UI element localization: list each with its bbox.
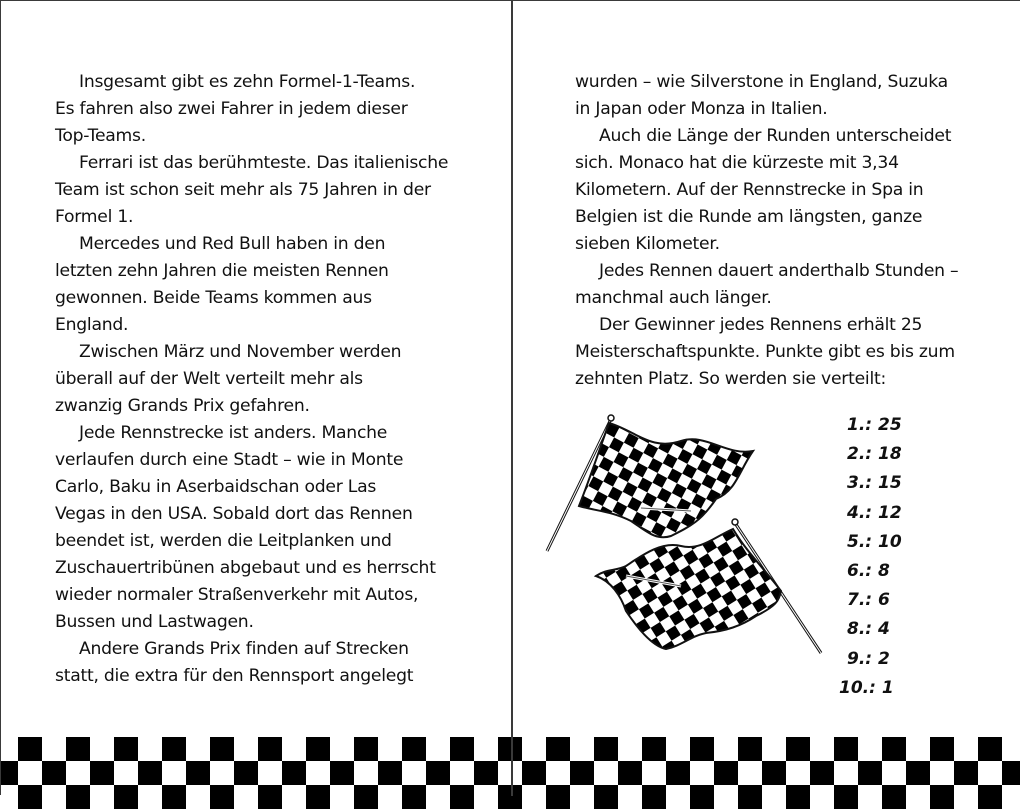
text-line: Jedes Rennen dauert anderthalb Stunden –	[599, 261, 959, 281]
text-line: gewonnen. Beide Teams kommen aus	[55, 288, 372, 308]
text-line: zehnten Platz. So werden sie verteilt:	[575, 369, 887, 389]
text-line: Es fahren also zwei Fahrer in jedem dieser	[55, 99, 408, 119]
points-row: 8.: 4	[847, 619, 890, 640]
points-table	[839, 411, 927, 703]
right-page-text	[575, 69, 995, 393]
text-line: Auch die Länge der Runden unterscheidet	[599, 126, 952, 146]
text-line: zwanzig Grands Prix gefahren.	[55, 396, 310, 416]
points-row: 1.: 25	[847, 415, 902, 435]
points-row: 7.: 6	[847, 590, 890, 611]
points-row: 4.: 12	[847, 502, 902, 523]
points-row: 5.: 10	[847, 531, 902, 552]
text-line: Jede Rennstrecke ist anders. Manche	[79, 423, 388, 443]
text-line: letzten zehn Jahren die meisten Rennen	[55, 261, 389, 281]
text-line: Team ist schon seit mehr als 75 Jahren in der	[55, 180, 431, 200]
points-row: 3.: 15	[847, 473, 902, 494]
text-line: überall auf der Welt verteilt mehr als	[55, 369, 363, 389]
text-line: statt, die extra für den Rennsport angelegt	[55, 666, 414, 686]
text-line: manchmal auch länger.	[575, 288, 772, 308]
text-line: Der Gewinner jedes Rennens erhält 25	[599, 315, 923, 335]
text-line: Belgien ist die Runde am längsten, ganze	[575, 207, 923, 227]
text-line: sich. Monaco hat die kürzeste mit 3,34	[575, 153, 899, 173]
text-line: wieder normaler Straßenverkehr mit Autos,	[55, 585, 419, 605]
text-line: Bussen und Lastwagen.	[55, 612, 254, 632]
text-line: verlaufen durch eine Stadt – wie in Monte	[55, 450, 404, 470]
points-row: 10.: 1	[839, 677, 894, 698]
page-gutter-divider	[511, 1, 513, 796]
text-line: Ferrari ist das berühmteste. Das italienische	[79, 153, 449, 173]
points-row: 9.: 2	[847, 648, 890, 669]
points-row: 6.: 8	[847, 561, 890, 582]
text-line: Zuschauertribünen abgebaut und es herrscht	[55, 558, 436, 578]
text-line: Meisterschaftspunkte. Punkte gibt es bis zum	[575, 342, 955, 362]
left-page-text	[55, 69, 475, 690]
text-line: sieben Kilometer.	[575, 234, 720, 254]
text-line: beendet ist, werden die Leitplanken und	[55, 531, 392, 551]
points-row: 2.: 18	[847, 444, 902, 465]
text-line: wurden – wie Silverstone in England, Suzuka	[575, 72, 948, 92]
text-line: Formel 1.	[55, 207, 134, 227]
text-line: Kilometern. Auf der Rennstrecke in Spa in	[575, 180, 924, 200]
checkered-flags-icon	[541, 411, 831, 661]
text-line: in Japan oder Monza in Italien.	[575, 99, 828, 119]
text-line: Carlo, Baku in Aserbaidschan oder Las	[55, 477, 377, 497]
text-line: England.	[55, 315, 129, 335]
text-line: Mercedes und Red Bull haben in den	[79, 234, 386, 254]
text-line: Zwischen März und November werden	[79, 342, 402, 362]
text-line: Top-Teams.	[55, 126, 146, 146]
text-line: Insgesamt gibt es zehn Formel-1-Teams.	[79, 72, 416, 92]
text-line: Andere Grands Prix finden auf Strecken	[79, 639, 409, 659]
text-line: Vegas in den USA. Sobald dort das Rennen	[55, 504, 413, 524]
